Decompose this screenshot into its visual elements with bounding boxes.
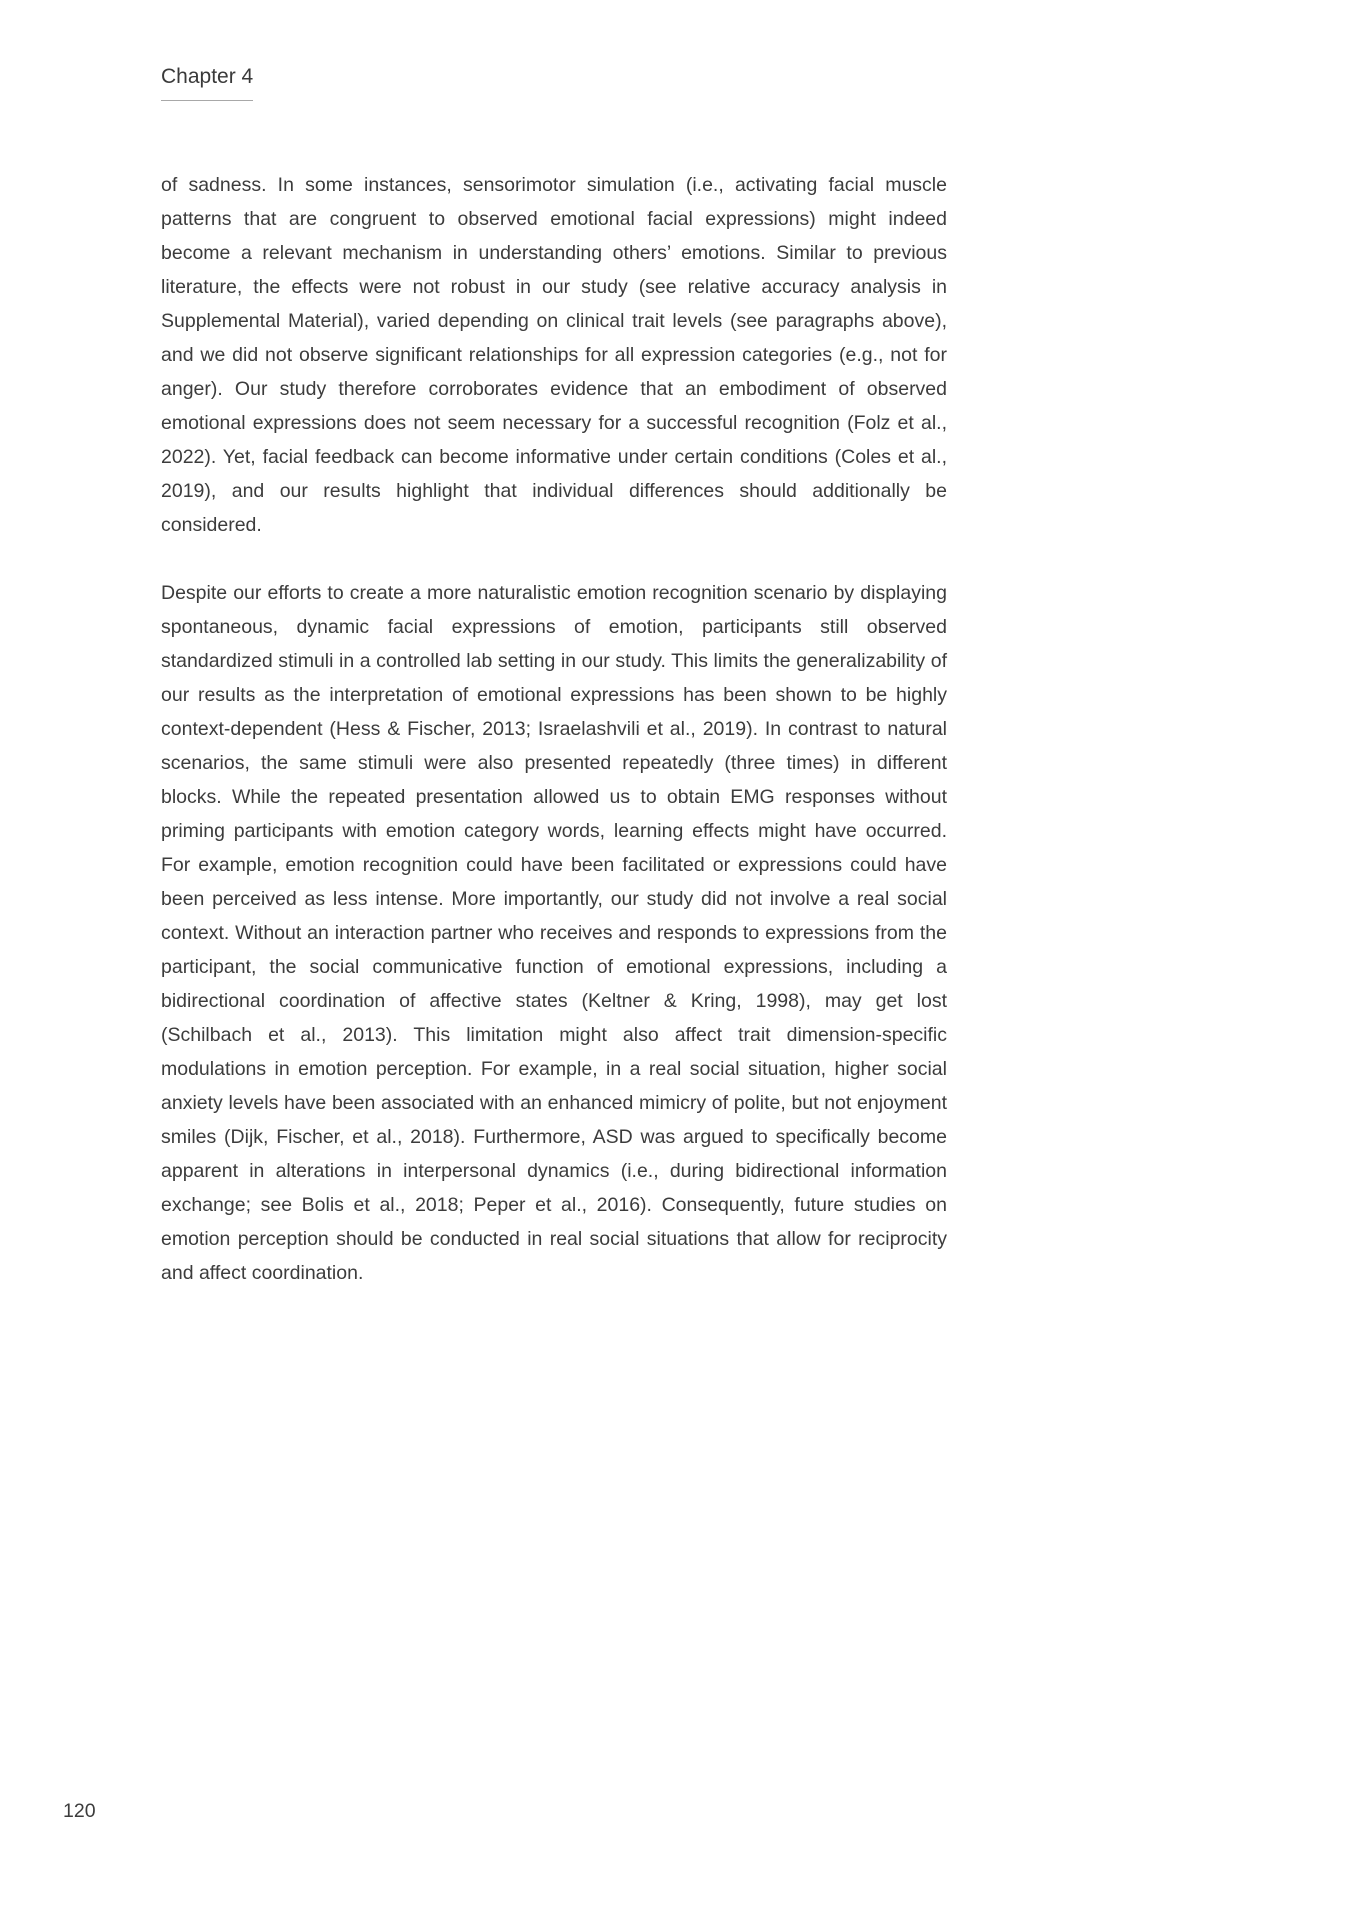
chapter-header: Chapter 4: [161, 64, 253, 101]
paragraph-2: Despite our efforts to create a more naturalistic emotion recognition scenario by displaying spontaneous, dynamic facial expressions of emotion, participants still observed standardized stimuli in a controlled lab setting in our study. This limits the generalizability of our results as the interpretation of emotional expressions has been shown to be highly context-dependent (Hess & Fischer, 2013; Israelashvili et al., 2019). In contrast to natural scenarios, the same stimuli were also presented repeatedly (three times) in different blocks. While the repeated presentation allowed us to obtain EMG responses without priming participants with emotion category words, learning effects might have occurred. For example, emotion recognition could have been facilitated or expressions could have been perceived as less intense. More importantly, our study did not involve a real social context. Without an interaction partner who receives and responds to expressions from the participant, the social communicative function of emotional expressions, including a bidirectional coordination of affective states (Keltner & Kring, 1998), may get lost (Schilbach et al., 2013). This limitation might also affect trait dimension-specific modulations in emotion perception. For example, in a real social situation, higher social anxiety levels have been associated with an enhanced mimicry of polite, but not enjoyment smiles (Dijk, Fischer, et al., 2018). Furthermore, ASD was argued to specifically become apparent in alterations in interpersonal dynamics (i.e., during bidirectional information exchange; see Bolis et al., 2018; Peper et al., 2016). Consequently, future studies on emotion perception should be conducted in real social situations that allow for reciprocity and affect coordination.: [161, 582, 947, 1284]
body-text-column: [161, 168, 947, 1290]
page-number: 120: [63, 1800, 96, 1822]
paragraph-1: of sadness. In some instances, sensorimotor simulation (i.e., activating facial muscle patterns that are congruent to observed emotional facial expressions) might indeed become a relevant mechanism in understanding others’ emotions. Similar to previous literature, the effects were not robust in our study (see relative accuracy analysis in Supplemental Material), varied depending on clinical trait levels (see paragraphs above), and we did not observe significant relationships for all expression categories (e.g., not for anger). Our study therefore corroborates evidence that an embodiment of observed emotional expressions does not seem necessary for a successful recognition (Folz et al., 2022). Yet, facial feedback can become informative under certain conditions (Coles et al., 2019), and our results highlight that individual differences should additionally be considered.: [161, 174, 947, 536]
